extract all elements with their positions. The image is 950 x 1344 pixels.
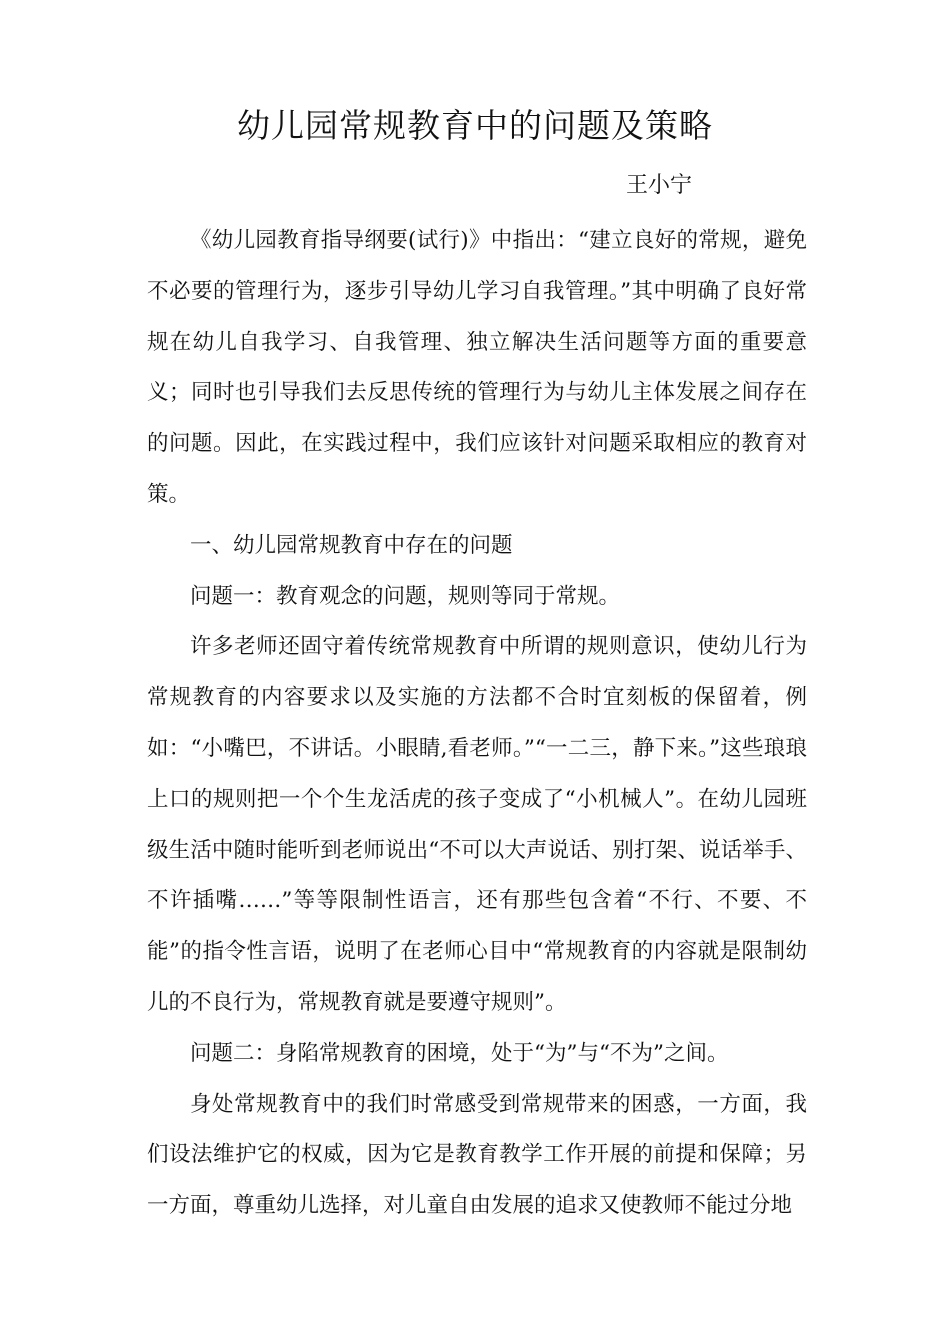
document-title: 幼儿园常规教育中的问题及策略 — [237, 106, 713, 145]
paragraph-problem-1: 许多老师还固守着传统常规教育中所谓的规则意识，使幼儿行为常规教育的内容要求以及实施的方法都不合时宜刻板的保留着，例如：“小嘴巴，不讲话。小眼睛,看老师。”“一二三，静下来。”这些琅琅上口的规则把一个个生龙活虎的孩子变成了“小机械人”。在幼儿园班级生活中随时能听到老师说出“不可以大声说话、别打架、说话举手、不许插嘴……”等等限制性语言，还有那些包含着“不行、不要、不能”的指令性言语，说明了在老师心目中“常规教育的内容就是限制幼儿的不良行为，常规教育就是要遵守规则”。 — [147, 634, 807, 1015]
document-body — [147, 216, 807, 1232]
document-author: 王小宁 — [626, 173, 693, 198]
problem-heading-1: 问题一：教育观念的问题，规则等同于常规。 — [190, 583, 621, 609]
problem-heading-2: 问题二：身陷常规教育的困境，处于“为”与“不为”之间。 — [190, 1040, 729, 1066]
paragraph-problem-2: 身处常规教育中的我们时常感受到常规带来的困惑，一方面，我们设法维护它的权威，因为它是教育教学工作开展的前提和保障；另一方面，尊重幼儿选择，对儿童自由发展的追求又使教师不能过分地 — [147, 1091, 807, 1219]
section-heading-1: 一、幼儿园常规教育中存在的问题 — [190, 532, 513, 558]
paragraph-intro: 《幼儿园教育指导纲要(试行)》中指出：“建立良好的常规，避免不必要的管理行为，逐步引导幼儿学习自我管理。”其中明确了良好常规在幼儿自我学习、自我管理、独立解决生活问题等方面的重要意义；同时也引导我们去反思传统的管理行为与幼儿主体发展之间存在的问题。因此，在实践过程中，我们应该针对问题采取相应的教育对策。 — [147, 228, 807, 507]
